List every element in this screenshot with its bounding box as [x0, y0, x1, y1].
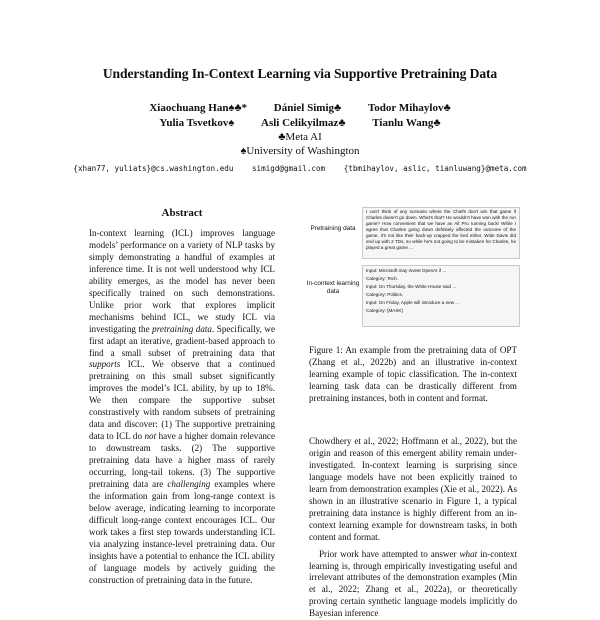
abstract-text: In-context learning (ICL) improves language models’ performance on a variety of NLP tasks by simply demonstrating a handful of examples at inference time. It is not well understood why ICL ability emerges, as the model has never been specifically trained on such demonstrations. Unlike prior work that explores implicit mechanisms behind ICL, we study ICL via investigating the — [89, 228, 275, 334]
author-emails — [0, 164, 600, 173]
email-meta: {tbmihaylov, aslic, tianluwang}@meta.com — [343, 164, 527, 173]
body-paragraph-2 — [309, 549, 517, 620]
email-gmail: simigd@gmail.com — [251, 164, 326, 173]
abstract-emphasis: not — [144, 431, 157, 442]
icl-row: Input: Microsoft may invest OpenAI if ... — [366, 268, 447, 273]
figure-1 — [306, 205, 522, 333]
abstract-emphasis: supports — [89, 359, 121, 370]
figure-label-icl: In-context learning data — [306, 280, 360, 295]
author-name: Todor Mihaylov♣ — [367, 102, 451, 114]
figure-caption: Figure 1: An example from the pretraining data of OPT (Zhang et al., 2022b) and an illustrative in-context learning example of topic classification. The in-context learning task data can be drastically different from pretraining instances, both in content and format. — [309, 345, 517, 403]
affiliation-uw: ♠University of Washington — [240, 145, 360, 157]
icl-row: Category: [MASK] — [366, 308, 403, 313]
author-name: Dániel Simig♣ — [273, 102, 342, 114]
paper-title: Understanding In-Context Learning via Supportive Pretraining Data — [102, 66, 498, 81]
abstract-text: . Specifically, we first adapt an iterative, gradient-based approach to find a small subset of pretraining data that — [89, 323, 276, 358]
abstract-text: examples where the information gain from long-range context is below average, indicating learning to incorporate difficult long-range context encourages ICL. Our work takes a first step towards understanding ICL via analyzing instance-level pretraining data. Our insights have a potential to enhance the ICL ability of language models by actively guiding the construction of pretraining data in the future. — [89, 479, 275, 585]
authors-line-1 — [0, 102, 600, 114]
authors-line-2 — [0, 117, 600, 129]
body-paragraph: Chowdhery et al., 2022; Hoffmann et al., 2022), but the origin and reason of this emergent ability remain under-investigated. In-context learning is surprising since language models have not been explicitly trained to learn from demonstration examples (Xie et al., 2022). As shown in an illustrative scenario in Figure 1, a typical pretraining data instance is highly different from an in-context learning example for downstream tasks, in both content and format. — [309, 436, 517, 542]
abstract-heading: Abstract — [161, 207, 203, 219]
icl-row: Input: On Friday, Apple will introduce a new ... — [366, 300, 460, 305]
figure-label-pretraining: Pretraining data — [310, 225, 356, 232]
body-text-right — [309, 436, 517, 620]
email-uw: {xhan77, yuliats}@cs.washington.edu — [73, 164, 234, 173]
abstract-emphasis: pretraining data — [152, 323, 212, 334]
abstract-text: ICL. We observe that a continued pretraining on this small subset significantly improves the model’s ICL ability, by up to 18%. We then compare the supportive subset constrastively with random subsets of pretraining data and discover: (1) The supportive pretraining data to ICL do — [89, 359, 275, 442]
affiliation-meta: ♣Meta AI — [278, 131, 322, 143]
abstract-body — [89, 228, 275, 587]
abstract-emphasis: challenging — [167, 479, 211, 490]
author-name: Asli Celikyilmaz♣ — [261, 117, 346, 129]
author-name: Tianlu Wang♣ — [372, 117, 441, 129]
icl-example-box — [362, 265, 520, 327]
body-text: Prior work have attempted to answer — [319, 548, 460, 559]
icl-row: Category: Politics. — [366, 292, 404, 297]
abstract-text: have a higher domain relevance to downstream tasks. (2) The supportive pretraining data have a higher mass of rarely occurring, long-tail tokens. (3) The supportive pretraining data are — [89, 431, 275, 490]
body-text: in-context learning is, through empirically investigating useful and irrelevant attributes of the demonstration examples (Min et al., 2022; Zhang et al., 2022a), or theoretically proving certain synthetic language models implicitly do Bayesian inference — [309, 548, 517, 619]
body-emphasis: what — [459, 548, 478, 559]
pretraining-example-box: I can't think of any scenario where the Chiefs don't win that game if Charles doesn't go down. What's that? He wouldn't have won with the run game? How convenient that we have an All Pro running back! While I agree that Charles going down definitely affected the outcome of the game, it's not like their back-up crapped the bed either. Wide Davis did end up with 2 TDs, so while he's not going to be mistaken for Charles, he played a great game ... — [362, 207, 520, 259]
author-name: Yulia Tsvetkov♠ — [159, 117, 235, 129]
icl-row: Category: Tech. — [366, 276, 399, 281]
author-name: Xiaochuang Han♠♣* — [149, 102, 248, 114]
icl-row: Input: On Thursday, the White House said ... — [366, 284, 457, 289]
